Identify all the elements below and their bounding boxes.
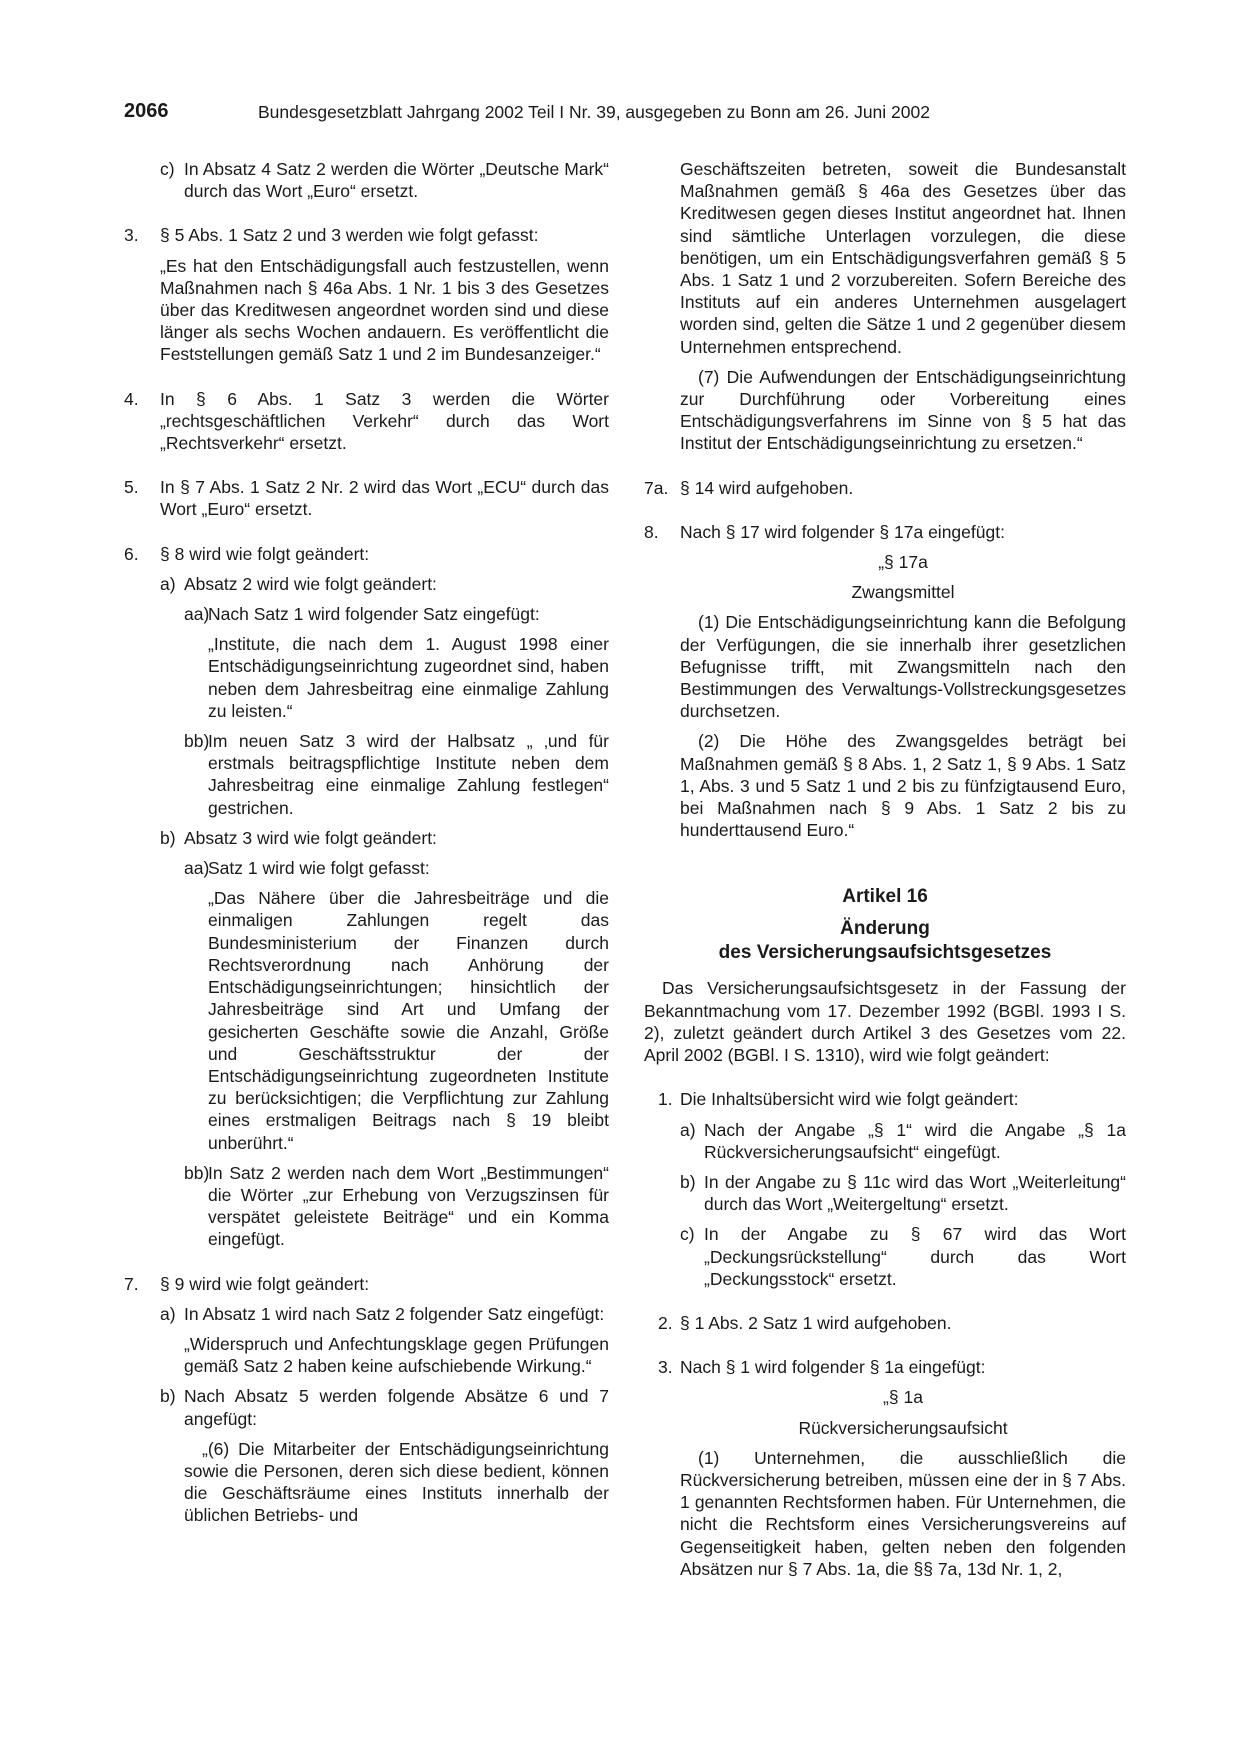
item-number: 7a. <box>644 477 669 498</box>
list-item <box>124 158 609 202</box>
quoted-text: (7) Die Aufwendungen der Entschädigungseinrichtung zur Durchführung oder Vorbereitung eines Entschädigungsverfahrens im Sinne von § 5 hat das Institut der Entschädigungseinrichtung zu ersetzen.“ <box>680 366 1126 454</box>
item-text: In Absatz 4 Satz 2 werden die Wörter „Deutsche Mark“ durch das Wort „Euro“ ersetzt. <box>184 159 609 202</box>
article-title: Änderung <box>840 918 930 940</box>
item-text: Absatz 3 wird wie folgt geändert: <box>184 827 437 848</box>
section-heading: Zwangsmittel <box>851 582 955 603</box>
item-text: In § 7 Abs. 1 Satz 2 Nr. 2 wird das Wort „ECU“ durch das Wort „Euro“ ersetzt. <box>160 477 609 520</box>
quoted-text: „Institute, die nach dem 1. August 1998 einer Entschädigungseinrichtung zugeordnet sind, haben neben dem Jahresbeitrag eine einmalige Zahlung zu leisten.“ <box>208 634 609 721</box>
quoted-text: „Widerspruch und Anfechtungsklage gegen Prüfungen gemäß Satz 2 haben keine aufschiebende Wirkung.“ <box>184 1333 609 1377</box>
list-item <box>124 543 609 565</box>
item-number: 2. <box>658 1312 673 1333</box>
item-text: In der Angabe zu § 67 wird das Wort „Deckungsrückstellung“ durch das Wort „Deckungsstock“ ersetzt. <box>704 1224 1126 1289</box>
page-header <box>124 100 1114 126</box>
paragraph: (1) Die Entschädigungseinrichtung kann die Befolgung der Verfügungen, die sie innerhalb ihrer gesetzlichen Befugnisse trifft, mit Zwangsmitteln nach den Bestimmungen des Verwaltungs-Vollstreckungsgesetzes durchsetzen. <box>680 612 1126 722</box>
item-text: § 5 Abs. 1 Satz 2 und 3 werden wie folgt gefasst: <box>160 225 539 246</box>
item-number: 4. <box>124 388 139 409</box>
item-number: c) <box>680 1224 695 1245</box>
list-item <box>644 521 1126 842</box>
item-text: In Absatz 1 wird nach Satz 2 folgender Satz eingefügt: <box>184 1303 605 1324</box>
list-item <box>124 1273 609 1295</box>
item-number: b) <box>160 1386 176 1407</box>
list-item <box>124 857 609 1154</box>
list-item <box>644 158 1126 455</box>
paragraph: (2) Die Höhe des Zwangsgeldes beträgt bei Maßnahmen gemäß § 8 Abs. 1, 2 Satz 1, § 9 Abs. 1 Satz 1, Abs. 3 und 5 Satz 1 und 2 bis zu fünfzigtausend Euro, bei Maßnahmen nach § 9 Abs. 1 Satz 2 bis zu hunderttausend Euro.“ <box>680 731 1126 841</box>
section-number: „§ 17a <box>878 552 928 573</box>
item-number: bb) <box>184 731 210 752</box>
list-item <box>124 827 609 849</box>
list-item <box>644 1119 1126 1163</box>
item-text: In Satz 2 werden nach dem Wort „Bestimmungen“ die Wörter „zur Erhebung von Verzugszinsen für verspätet geleistete Beiträge“ und ein Komma eingefügt. <box>208 1162 609 1250</box>
item-number: b) <box>680 1171 696 1192</box>
item-text: Nach Absatz 5 werden folgende Absätze 6 und 7 angefügt: <box>184 1386 609 1429</box>
running-head: Bundesgesetzblatt Jahrgang 2002 Teil I Nr. 39, ausgegeben zu Bonn am 26. Juni 2002 <box>258 102 930 122</box>
item-text: § 8 wird wie folgt geändert: <box>160 543 370 564</box>
item-text: Absatz 2 wird wie folgt geändert: <box>184 573 437 594</box>
item-text: In § 6 Abs. 1 Satz 3 werden die Wörter „rechtsgeschäftlichen Verkehr“ durch das Wort „Rechtsverkehr“ ersetzt. <box>160 388 609 454</box>
item-text: Nach der Angabe „§ 1“ wird die Angabe „§ 1a Rückversicherungsaufsicht“ eingefügt. <box>704 1119 1126 1162</box>
list-item <box>644 477 1126 499</box>
quoted-text: Geschäftszeiten betreten, soweit die Bundesanstalt Maßnahmen gemäß § 46a des Gesetzes über das Kreditwesen gegen dieses Institut angeordnet hat. Ihnen sind sämtliche Unterlagen vorzulegen, die diese benötigen, um ein Entschädigungsverfahren gemäß § 5 Abs. 1 Satz 1 und 2 vorzubereiten. Sofern Bereiche des Instituts auf ein anderes Unternehmen ausgelagert worden sind, gelten die Sätze 1 und 2 gegenüber diesem Unternehmen entsprechend. <box>680 159 1126 357</box>
item-text: § 14 wird aufgehoben. <box>680 477 854 498</box>
list-item <box>124 730 609 819</box>
left-column <box>124 158 609 1527</box>
list-item <box>124 603 609 722</box>
list-item <box>124 1385 609 1526</box>
list-item <box>644 1312 1126 1334</box>
paragraph: (1) Unternehmen, die ausschließlich die Rückversicherung betreiben, müssen eine der in § 7 Abs. 1 genannten Rechtsformen haben. Für Unternehmen, die nicht die Rechtsform eines Versicherungsvereins auf Gegenseitigkeit haben, gelten neben den folgenden Absätzen nur § 7 Abs. 1a, die §§ 7a, 13d Nr. 1, 2, <box>680 1447 1126 1579</box>
quoted-text: „Es hat den Entschädigungsfall auch festzustellen, wenn Maßnahmen nach § 46a Abs. 1 Nr. 1 bis 3 des Gesetzes über das Kreditwesen angeordnet worden sind und diese länger als sechs Wochen andauern. Es veröffentlicht die Feststellungen gemäß Satz 1 und 2 im Bundesanzeiger.“ <box>160 255 609 365</box>
article-intro: Das Versicherungsaufsichtsgesetz in der Fassung der Bekanntmachung vom 17. Dezember 1992 (BGBl. 1993 I S. 2), zuletzt geändert durch Artikel 3 des Gesetzes vom 22. April 2002 (BGBl. I S. 1310), wird wie folgt geändert: <box>644 978 1126 1066</box>
item-text: Im neuen Satz 3 wird der Halbsatz „ ‚und für erstmals beitragspflichtige Institute neben dem Jahresbeitrag eine einmalige Zahlung festlegen“ gestrichen. <box>208 731 609 818</box>
item-number: a) <box>160 1303 176 1324</box>
list-item <box>644 1171 1126 1215</box>
list-item <box>644 1088 1126 1110</box>
item-number: 7. <box>124 1273 139 1294</box>
list-item <box>124 476 609 520</box>
item-number: aa) <box>184 858 210 879</box>
item-number: 1. <box>658 1089 673 1110</box>
item-text: Die Inhaltsübersicht wird wie folgt geändert: <box>680 1089 1019 1110</box>
quoted-text: „Das Nähere über die Jahresbeiträge und die einmaligen Zahlungen regelt das Bundesministerium der Finanzen durch Rechtsverordnung nach Anhörung der Entschädigungseinrichtungen; hinsichtlich der Jahresbeiträge sind Art und Umfang der gesicherten Geschäfte sowie die Anzahl, Größe und Geschäftsstruktur der der Entschädigungseinrichtung zugeordneten Institute zu berücksichtigen; die Verpflichtung zur Zahlung eines erstmaligen Beitrags nach § 19 bleibt unberührt.“ <box>208 888 609 1153</box>
item-number: 3. <box>124 225 139 246</box>
item-number: 6. <box>124 543 139 564</box>
section-heading: Rückversicherungsaufsicht <box>798 1417 1008 1438</box>
item-text: In der Angabe zu § 11c wird das Wort „Weiterleitung“ durch das Wort „Weitergeltung“ ersetzt. <box>704 1171 1126 1215</box>
section-number: „§ 1a <box>883 1387 923 1408</box>
list-item <box>644 1223 1126 1290</box>
item-number: 3. <box>658 1357 673 1378</box>
item-text: Satz 1 wird wie folgt gefasst: <box>208 858 430 879</box>
item-text: Nach § 1 wird folgender § 1a eingefügt: <box>680 1357 986 1378</box>
page-number: 2066 <box>124 100 169 122</box>
list-item <box>124 1162 609 1251</box>
article-label: Artikel 16 <box>842 886 928 908</box>
item-number: a) <box>680 1119 696 1140</box>
list-item <box>124 224 609 365</box>
item-text: § 9 wird wie folgt geändert: <box>160 1273 370 1294</box>
item-number: aa) <box>184 604 210 625</box>
item-number: 5. <box>124 477 139 498</box>
list-item <box>124 1303 609 1378</box>
item-number: a) <box>160 573 176 594</box>
list-item <box>644 1356 1126 1580</box>
item-number: c) <box>160 159 175 179</box>
list-item <box>124 573 609 595</box>
item-number: bb) <box>184 1162 210 1183</box>
list-item <box>124 388 609 455</box>
item-number: 8. <box>644 521 659 542</box>
quoted-text: „(6) Die Mitarbeiter der Entschädigungseinrichtung sowie die Personen, deren sich diese bedient, können die Geschäftsräume eines Instituts innerhalb der üblichen Betriebs- und <box>184 1438 609 1526</box>
right-column <box>644 158 1126 1580</box>
article-title: des Versicherungsaufsichtsgesetzes <box>718 942 1052 964</box>
item-text: Nach Satz 1 wird folgender Satz eingefügt: <box>208 604 540 625</box>
item-text: Nach § 17 wird folgender § 17a eingefügt: <box>680 521 1005 542</box>
item-number: b) <box>160 827 176 848</box>
item-text: § 1 Abs. 2 Satz 1 wird aufgehoben. <box>680 1312 952 1333</box>
